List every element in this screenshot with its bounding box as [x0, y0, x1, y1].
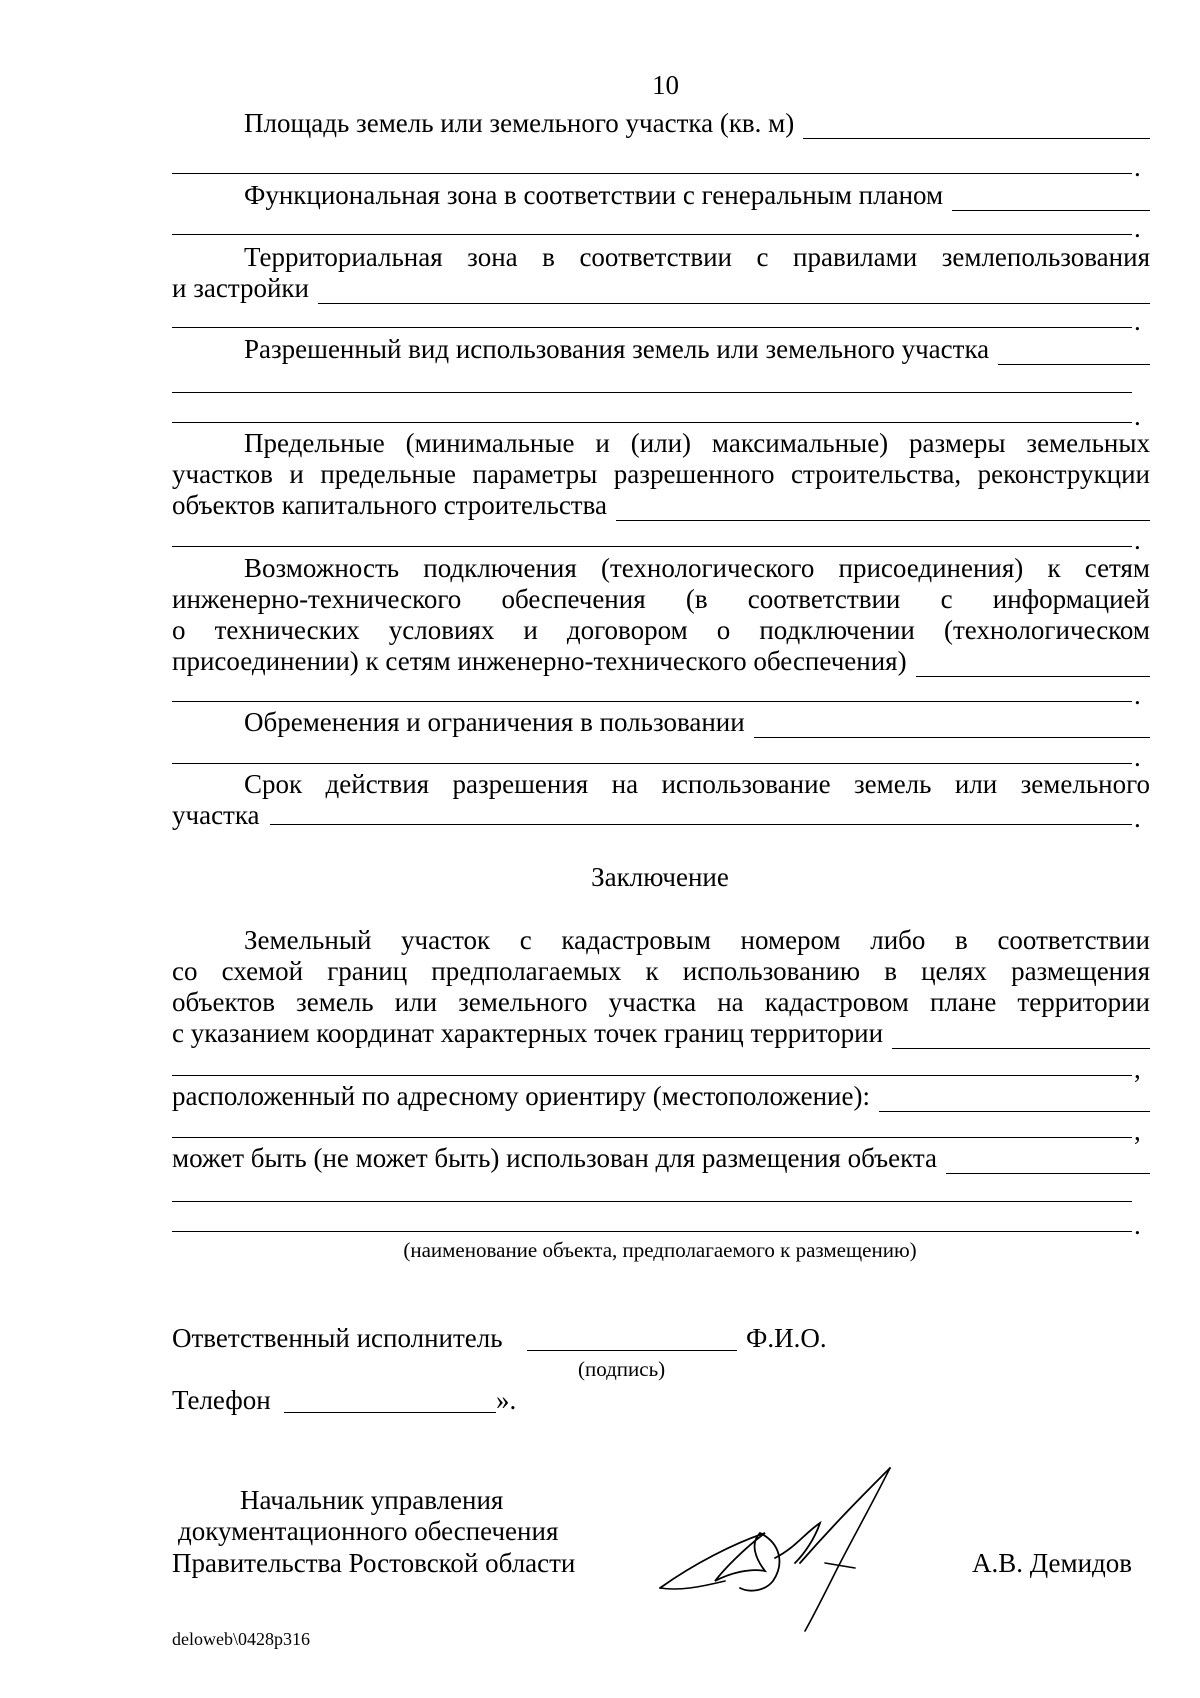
signatory-name: А.В. Демидов [972, 1548, 1133, 1578]
permitted-use-label: Разрешенный вид использования земель или земельного участка [244, 334, 990, 364]
document-code: deloweb\0428p316 [172, 1629, 310, 1649]
connection-line1: Возможность подключения (технологического присоединения) к сетям [244, 553, 1150, 583]
limit-sizes-field[interactable] [616, 498, 1150, 521]
connection-period: . [1134, 680, 1141, 710]
area-field[interactable] [803, 116, 1150, 139]
object-caption: (наименование объекта, предполагаемого к размещению) [403, 1238, 917, 1262]
territorial-zone-line1: Территориальная зона в соответствии с правилами землепользования [244, 242, 1150, 272]
encumbrances-field-line2[interactable] [172, 763, 1132, 764]
territorial-zone-label: и застройки [172, 273, 309, 303]
page-number: 10 [652, 70, 679, 100]
permitted-use-field-line2[interactable] [172, 392, 1132, 393]
coordinates-comma: , [1134, 1054, 1141, 1084]
encumbrances-row [172, 707, 1150, 738]
connection-row [172, 646, 1150, 677]
conclusion-line3: объектов земель или земельного участка на кадастровом плане территории [172, 987, 1150, 1017]
location-field-line2[interactable] [172, 1137, 1132, 1138]
location-row [172, 1081, 1150, 1112]
connection-line3: о технических условиях и договором о подключении (технологическом [172, 615, 1150, 645]
location-field[interactable] [879, 1089, 1150, 1112]
functional-zone-period: . [1134, 213, 1141, 243]
encumbrances-label: Обременения и ограничения в пользовании [244, 707, 745, 737]
usage-period: . [1134, 1210, 1141, 1240]
limit-sizes-label: объектов капитального строительства [172, 490, 607, 520]
signature-caption: (подпись) [578, 1357, 666, 1381]
area-row [172, 108, 1150, 139]
conclusion-line1: Земельный участок с кадастровым номером либо в соответствии [244, 925, 1150, 955]
position-line2: документационного обеспечения [178, 1516, 559, 1546]
location-label: расположенный по адресному ориентиру (местоположение): [172, 1081, 870, 1111]
handwritten-signature [655, 1463, 945, 1633]
conclusion-heading: Заключение [591, 862, 729, 892]
permitted-use-field[interactable] [998, 342, 1150, 365]
connection-label: присоединении) к сетям инженерно-технического обеспечения) [172, 646, 907, 676]
term-label: участка [172, 800, 260, 830]
permitted-use-period: . [1134, 401, 1141, 431]
conclusion-line2: со схемой границ предполагаемых к использованию в целях размещения [172, 956, 1150, 986]
executor-label: Ответственный исполнитель [172, 1323, 503, 1353]
connection-field-line2[interactable] [172, 701, 1132, 702]
area-label: Площадь земель или земельного участка (кв. м) [244, 108, 795, 138]
functional-zone-field[interactable] [952, 188, 1150, 211]
limit-sizes-field-line2[interactable] [172, 546, 1132, 547]
executor-signature-field[interactable] [527, 1350, 737, 1351]
limit-sizes-line1: Предельные (минимальные и (или) максимальные) размеры земельных [244, 428, 1150, 458]
territorial-zone-period: . [1134, 306, 1141, 336]
usage-label: может быть (не может быть) использован для размещения объекта [172, 1143, 937, 1173]
territorial-zone-field[interactable] [318, 281, 1150, 304]
functional-zone-label: Функциональная зона в соответствии с генеральным планом [244, 180, 944, 210]
permitted-use-field-line3[interactable] [172, 422, 1132, 423]
term-period: . [1134, 803, 1141, 833]
coordinates-field[interactable] [892, 1026, 1150, 1049]
limit-sizes-line2: участков и предельные параметры разрешенного строительства, реконструкции [172, 459, 1150, 489]
phone-closing: ». [496, 1385, 517, 1415]
usage-field-line3[interactable] [172, 1231, 1132, 1232]
position-line1: Начальник управления [240, 1485, 504, 1515]
coordinates-field-line2[interactable] [172, 1075, 1132, 1076]
encumbrances-field[interactable] [754, 715, 1150, 738]
location-comma: , [1134, 1116, 1141, 1146]
fio-label: Ф.И.О. [746, 1323, 827, 1353]
limit-sizes-row [172, 490, 1150, 521]
usage-field-line2[interactable] [172, 1201, 1132, 1202]
phone-field[interactable] [284, 1412, 496, 1413]
territorial-zone-field-line2[interactable] [172, 327, 1132, 328]
usage-row [172, 1143, 1150, 1174]
phone-label: Телефон [172, 1385, 271, 1415]
term-line1: Срок действия разрешения на использование земель или земельного [244, 769, 1150, 799]
encumbrances-period: . [1134, 742, 1141, 772]
territorial-zone-row [172, 273, 1150, 304]
area-period: . [1134, 152, 1141, 182]
coordinates-row [172, 1018, 1150, 1049]
connection-field[interactable] [916, 654, 1150, 677]
usage-field[interactable] [946, 1151, 1150, 1174]
connection-line2: инженерно-технического обеспечения (в соответствии с информацией [172, 584, 1150, 614]
term-field[interactable] [270, 824, 1132, 825]
coordinates-label: с указанием координат характерных точек границ территории [172, 1018, 884, 1048]
permitted-use-row [172, 334, 1150, 365]
limit-sizes-period: . [1134, 525, 1141, 555]
functional-zone-row [172, 180, 1150, 211]
position-line3: Правительства Ростовской области [172, 1548, 576, 1578]
functional-zone-field-line2[interactable] [172, 234, 1132, 235]
area-field-line2[interactable] [172, 173, 1132, 174]
